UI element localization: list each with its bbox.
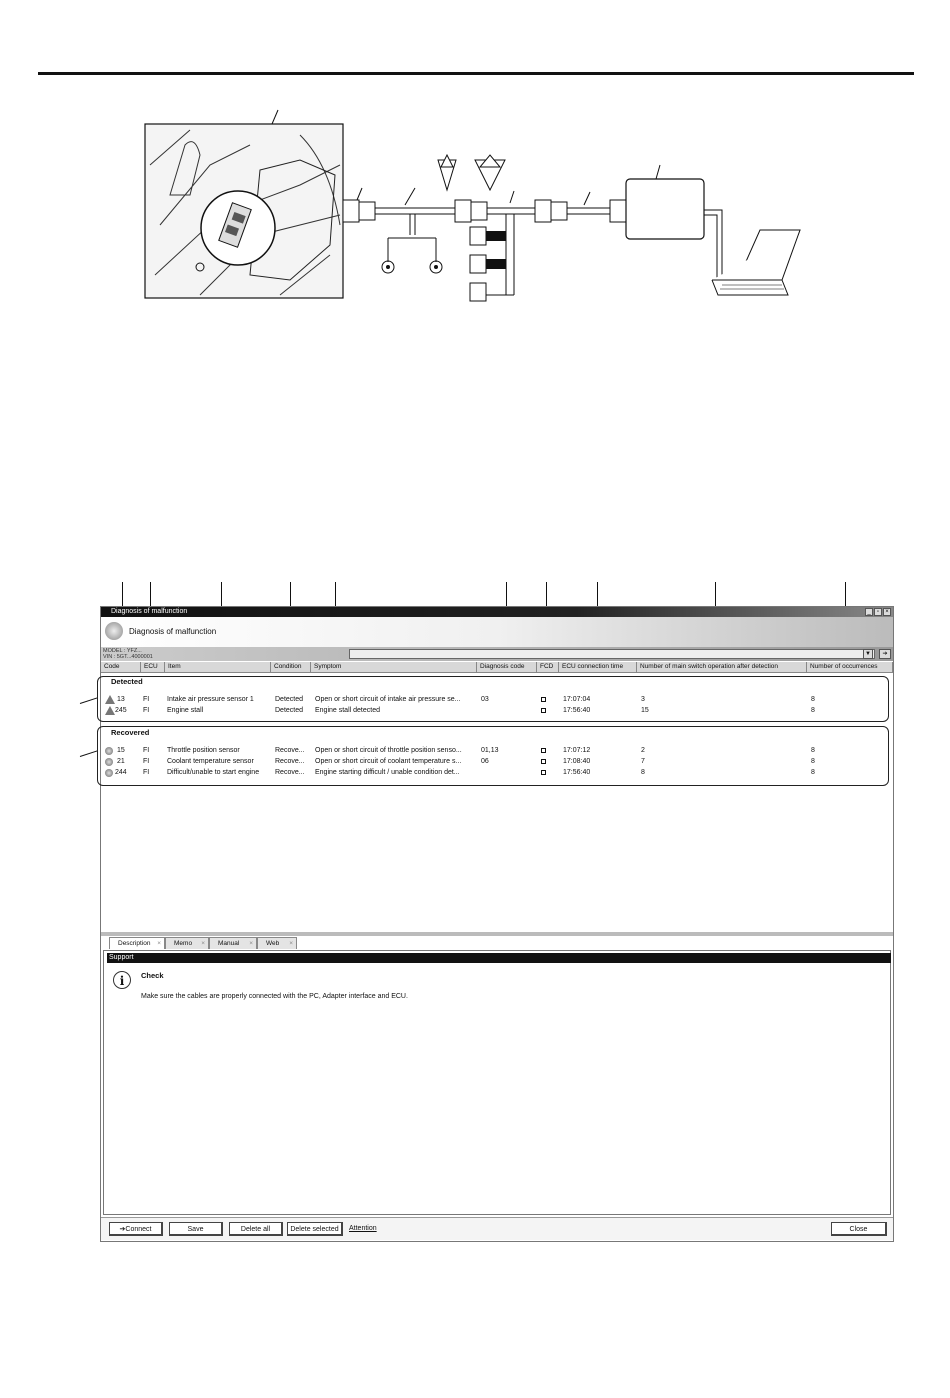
fcd-checkbox[interactable] — [541, 708, 546, 713]
fcd-checkbox[interactable] — [541, 770, 546, 775]
row-ecu: FI — [143, 696, 150, 703]
row-code: 21 — [117, 758, 125, 765]
row-occ: 8 — [811, 747, 815, 754]
row-item: Coolant temperature sensor — [167, 758, 254, 765]
model-text: MODEL : YFZ... — [103, 648, 142, 654]
tab-description[interactable] — [109, 937, 165, 949]
row-time: 17:08:40 — [563, 758, 591, 765]
col-condition[interactable]: Condition — [271, 662, 311, 672]
table-row[interactable] — [101, 757, 893, 767]
diagnosis-window — [100, 606, 894, 1242]
tab-label: Web — [266, 940, 280, 947]
info-icon: i — [113, 971, 131, 989]
diagnosis-icon — [105, 622, 123, 640]
col-code[interactable]: Code — [101, 662, 141, 672]
fcd-checkbox[interactable] — [541, 759, 546, 764]
close-icon[interactable]: × — [883, 608, 891, 616]
row-symptom: Open or short circuit of coolant temperature s... — [315, 758, 462, 765]
row-occ: 8 — [811, 707, 815, 714]
close-button[interactable]: Close — [831, 1222, 887, 1236]
row-time: 17:56:40 — [563, 707, 591, 714]
header-title: Diagnosis of malfunction — [129, 627, 217, 636]
row-symptom: Open or short circuit of intake air pressure se... — [315, 696, 461, 703]
row-symptom: Engine starting difficult / unable condition det... — [315, 769, 460, 776]
table-row[interactable] — [101, 706, 893, 716]
table-row[interactable] — [101, 746, 893, 756]
recovered-title: Recovered — [111, 728, 150, 737]
description-panel — [103, 950, 891, 1215]
arrow-right-icon: ➔ — [119, 1226, 126, 1233]
row-condition: Recove... — [275, 758, 305, 765]
splitter[interactable] — [101, 932, 893, 936]
row-item: Engine stall — [167, 707, 204, 714]
row-time: 17:07:12 — [563, 747, 591, 754]
check-text: Make sure the cables are properly connected with the PC, Adapter interface and ECU. — [141, 993, 408, 1000]
vin-text: VIN : 5GT...4000001 — [103, 654, 153, 660]
recovered-icon — [105, 747, 113, 755]
close-tab-icon[interactable]: × — [157, 940, 161, 947]
row-item: Intake air pressure sensor 1 — [167, 696, 254, 703]
fcd-checkbox[interactable] — [541, 748, 546, 753]
save-button[interactable]: Save — [169, 1222, 223, 1236]
row-occ: 8 — [811, 696, 815, 703]
row-switch: 15 — [641, 707, 649, 714]
close-tab-icon[interactable]: × — [201, 940, 205, 947]
recovered-icon — [105, 769, 113, 777]
column-header-row — [101, 662, 893, 673]
connect-button[interactable] — [109, 1222, 163, 1236]
fcd-checkbox[interactable] — [541, 697, 546, 702]
tab-memo[interactable] — [165, 937, 209, 949]
tab-manual[interactable] — [209, 937, 257, 949]
title-bar — [101, 607, 893, 617]
close-tab-icon[interactable]: × — [289, 940, 293, 947]
window-header — [101, 617, 893, 647]
row-condition: Recove... — [275, 747, 305, 754]
row-ecu: FI — [143, 758, 150, 765]
recovered-icon — [105, 758, 113, 766]
arrow-right-icon[interactable]: ➔ — [879, 649, 891, 659]
col-occurrences[interactable]: Number of occurrences — [807, 662, 893, 672]
top-rule — [38, 72, 914, 75]
row-symptom: Engine stall detected — [315, 707, 380, 714]
maximize-icon[interactable]: ▫ — [874, 608, 882, 616]
adapter-interface — [626, 179, 704, 239]
tab-web[interactable] — [257, 937, 297, 949]
tab-label: Manual — [218, 940, 240, 947]
row-switch: 2 — [641, 747, 645, 754]
row-occ: 8 — [811, 769, 815, 776]
info-bar — [101, 647, 893, 661]
col-diagnosis-code[interactable]: Diagnosis code — [477, 662, 537, 672]
row-switch: 3 — [641, 696, 645, 703]
warning-icon — [105, 706, 115, 715]
tab-label: Description — [118, 940, 151, 947]
row-ecu: FI — [143, 769, 150, 776]
delete-all-button[interactable]: Delete all — [229, 1222, 283, 1236]
row-item: Difficult/unable to start engine — [167, 769, 260, 776]
table-row[interactable] — [101, 768, 893, 778]
row-item: Throttle position sensor — [167, 747, 240, 754]
row-condition: Recove... — [275, 769, 305, 776]
col-symptom[interactable]: Symptom — [311, 662, 477, 672]
row-code: 244 — [115, 769, 127, 776]
support-header: Support — [107, 953, 891, 963]
row-code: 15 — [117, 747, 125, 754]
delete-selected-button[interactable]: Delete selected — [287, 1222, 343, 1236]
row-ecu: FI — [143, 747, 150, 754]
button-bar — [101, 1217, 893, 1240]
window-title: Diagnosis of malfunction — [111, 608, 188, 615]
tab-label: Memo — [174, 940, 193, 947]
row-ecu: FI — [143, 707, 150, 714]
col-ecu-connection-time[interactable]: ECU connection time — [559, 662, 637, 672]
row-diag: 01,13 — [481, 747, 499, 754]
row-time: 17:56:40 — [563, 769, 591, 776]
col-fcd[interactable]: FCD — [537, 662, 559, 672]
minimize-icon[interactable]: _ — [865, 608, 873, 616]
row-code: 245 — [115, 707, 127, 714]
row-switch: 7 — [641, 758, 645, 765]
check-title: Check — [141, 971, 164, 980]
close-tab-icon[interactable]: × — [249, 940, 253, 947]
row-diag: 06 — [481, 758, 489, 765]
model-label — [103, 648, 153, 660]
col-item[interactable]: Item — [165, 662, 271, 672]
row-code: 13 — [117, 696, 125, 703]
detected-title: Detected — [111, 677, 143, 686]
connect-label: Connect — [125, 1226, 152, 1233]
row-condition: Detected — [275, 707, 304, 714]
row-occ: 8 — [811, 758, 815, 765]
connection-diagram — [100, 105, 820, 305]
row-symptom: Open or short circuit of throttle position senso... — [315, 747, 462, 754]
table-row[interactable] — [101, 695, 893, 705]
chevron-down-icon[interactable]: ▼ — [863, 649, 873, 659]
row-condition: Detected — [275, 696, 304, 703]
warning-icon — [105, 695, 115, 704]
row-switch: 8 — [641, 769, 645, 776]
attention-link[interactable]: Attention — [349, 1225, 377, 1232]
selector-combobox[interactable] — [349, 649, 875, 659]
row-time: 17:07:04 — [563, 696, 591, 703]
col-ecu[interactable]: ECU — [141, 662, 165, 672]
col-main-switch-count[interactable]: Number of main switch operation after detection — [637, 662, 807, 672]
row-diag: 03 — [481, 696, 489, 703]
